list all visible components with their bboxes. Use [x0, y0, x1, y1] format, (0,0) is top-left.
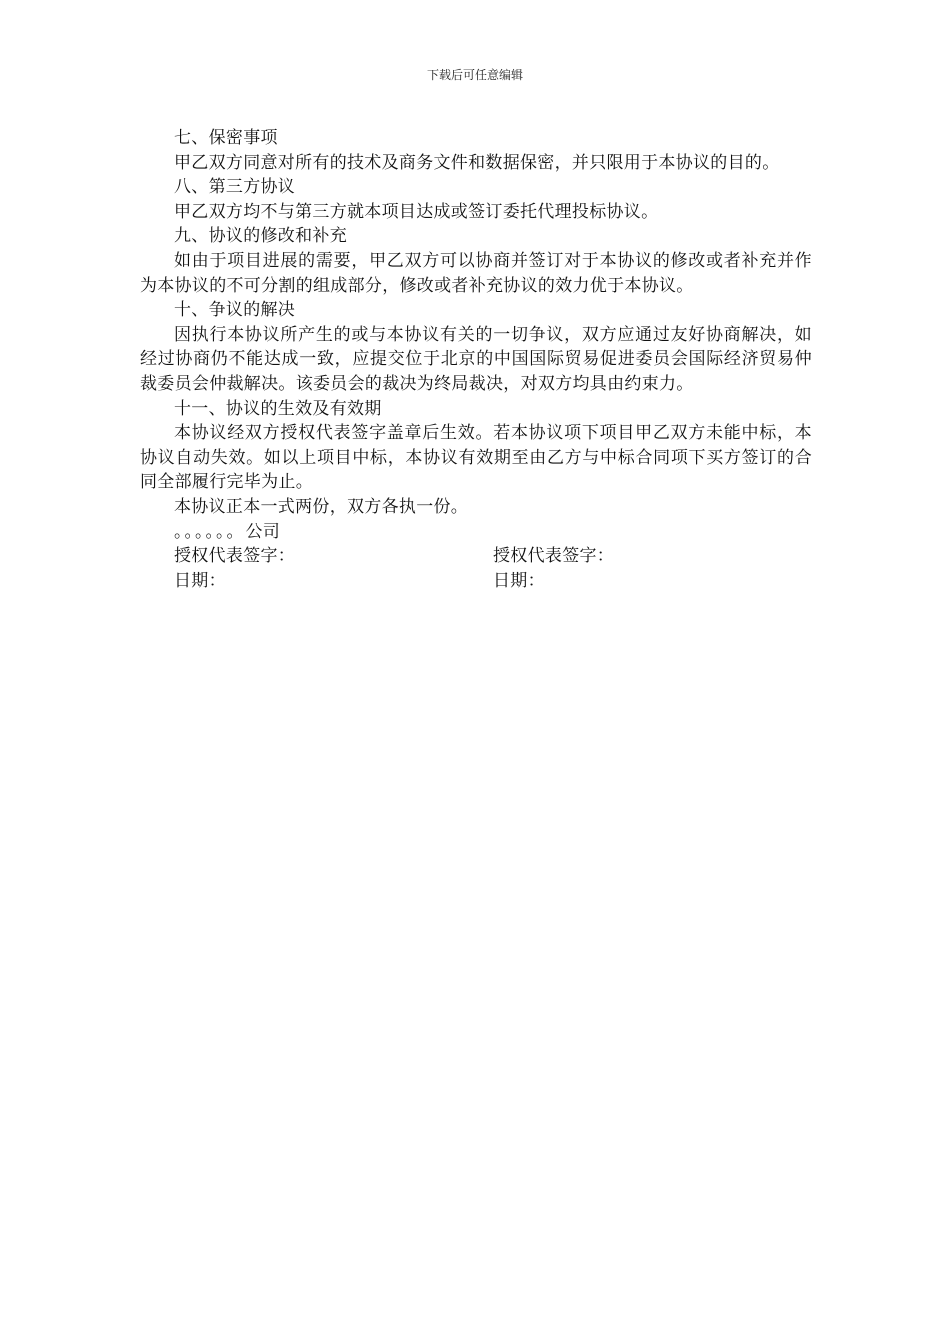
date-row — [140, 569, 812, 594]
section-body-dispute: 因执行本协议所产生的或与本协议有关的一切争议，双方应通过友好协商解决，如经过协商仍不能达成一致，应提交位于北京的中国国际贸易促进委员会国际经济贸易仲裁委员会仲裁解决。该委员会的裁决为终局裁决，对双方均具由约束力。 — [140, 324, 812, 394]
section-heading-confidentiality: 七、保密事项 — [174, 128, 278, 148]
company-line — [140, 520, 812, 545]
section-body-third-party: 甲乙双方均不与第三方就本项目达成或签订委托代理投标协议。 — [174, 201, 659, 222]
company-suffix: 公司 — [245, 521, 281, 542]
section-heading-third-party: 八、第三方协议 — [174, 177, 296, 198]
left-sign-label: 授权代表签字： — [174, 546, 296, 567]
signature-row — [140, 544, 812, 569]
header-note: 下载后可任意编辑 — [426, 68, 523, 82]
section-body-effectiveness: 本协议经双方授权代表签字盖章后生效。若本协议项下项目甲乙双方未能中标，本协议自动失效。如以上项目中标，本协议有效期至由乙方与中标合同项下买方签订的合同全部履行完毕为止。 — [140, 423, 812, 493]
right-sign-label: 授权代表签字： — [493, 546, 615, 567]
copies-note: 本协议正本一式两份，双方各执一份。 — [174, 496, 469, 517]
left-date-label: 日期： — [174, 570, 226, 591]
section-heading-effectiveness: 十一、协议的生效及有效期 — [174, 398, 382, 419]
agreement-body — [140, 126, 812, 593]
right-date-label: 日期： — [493, 570, 545, 591]
section-body-confidentiality: 甲乙双方同意对所有的技术及商务文件和数据保密，并只限用于本协议的目的。 — [174, 152, 780, 173]
company-name-placeholder: 。。。。。。 — [174, 521, 246, 542]
section-heading-dispute: 十、争议的解决 — [174, 300, 296, 321]
section-heading-amendment: 九、协议的修改和补充 — [174, 226, 347, 247]
section-body-amendment: 如由于项目进展的需要，甲乙双方可以协商并签订对于本协议的修改或者补充并作为本协议的不可分割的组成部分，修改或者补充协议的效力优于本协议。 — [140, 250, 812, 296]
